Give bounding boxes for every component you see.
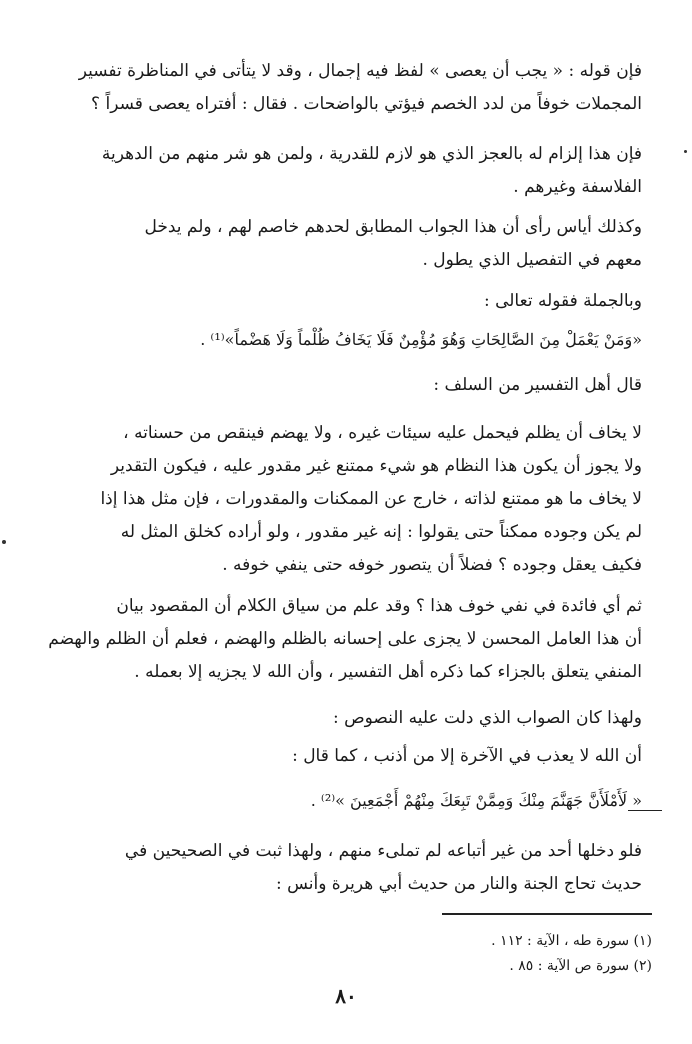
- quran-verse-2: « لَأَمْلَأَنَّ جَهَنَّمَ مِنْكَ وَمِمَّنْ تَبِعَكَ مِنْهُمْ أَجْمَعِينَ »⁽²⁾ .: [310, 791, 642, 810]
- body-line-2: المجملات خوفاً من لدد الخصم فيؤتي بالواضحات . فقال : أفتراه يعصى قسراً ؟: [91, 94, 642, 114]
- body-line-19: أن الله لا يعذب في الآخرة إلا من أذنب ، كما قال :: [292, 746, 642, 766]
- footnote-2: (٢) سورة ص الآية : ٨٥ .: [509, 958, 652, 974]
- margin-mark: [628, 810, 662, 811]
- body-line-5: وكذلك أياس رأى أن هذا الجواب المطابق لحدهم خاصم لهم ، ولم يدخل: [144, 217, 642, 237]
- body-line-14: فكيف يعقل وجوده ؟ فضلاً أن يتصور خوفه حتى ينفي خوفه .: [222, 555, 642, 575]
- margin-dot: [2, 540, 6, 544]
- body-line-18: ولهذا كان الصواب الذي دلت عليه النصوص :: [332, 708, 642, 728]
- body-line-9: قال أهل التفسير من السلف :: [433, 375, 642, 395]
- body-line-7: وبالجملة فقوله تعالى :: [483, 291, 642, 311]
- body-line-16: أن هذا العامل المحسن لا يجزى على إحسانه بالظلم والهضم ، فعلم أن الظلم والهضم: [48, 629, 642, 649]
- body-line-15: ثم أي فائدة في نفي خوف هذا ؟ وقد علم من سياق الكلام أن المقصود بيان: [116, 596, 642, 616]
- margin-dot: [684, 150, 687, 153]
- footnote-1: (١) سورة طه ، الآية : ١١٢ .: [491, 933, 652, 949]
- body-line-6: معهم في التفصيل الذي يطول .: [422, 250, 642, 270]
- page-number: ٨٠: [335, 984, 357, 1008]
- body-line-11: ولا يجوز أن يكون هذا النظام هو شيء ممتنع غير مقدور عليه ، فيكون التقدير: [110, 456, 642, 476]
- quran-verse-1: «وَمَنْ يَعْمَلْ مِنَ الصَّالِحَاتِ وَهُوَ مُؤْمِنٌ فَلَا يَخَافُ ظُلْماً وَلَا هَضْماً»⁽¹⁾ .: [200, 330, 642, 349]
- body-line-12: لا يخاف ما هو ممتنع لذاته ، خارج عن الممكنات والمقدورات ، فإن مثل هذا إذا: [100, 489, 642, 509]
- body-line-22: حديث تحاج الجنة والنار من حديث أبي هريرة وأنس :: [275, 874, 642, 894]
- body-line-3: فإن هذا إلزام له بالعجز الذي هو لازم للقدرية ، ولمن هو شر منهم من الدهرية: [101, 144, 642, 164]
- body-line-13: لم يكن وجوده ممكناً حتى يقولوا : إنه غير مقدور ، ولو أراده كخلق المثل له: [120, 522, 642, 542]
- body-line-4: الفلاسفة وغيرهم .: [513, 177, 642, 197]
- footnote-divider: [442, 913, 652, 915]
- body-line-17: المنفي يتعلق بالجزاء كما ذكره أهل التفسير ، وأن الله لا يجزيه إلا بعمله .: [134, 662, 642, 682]
- body-line-1: فإن قوله : « يجب أن يعصى » لفظ فيه إجمال ، وقد لا يتأتى في المناظرة تفسير: [78, 61, 642, 81]
- body-line-10: لا يخاف أن يظلم فيحمل عليه سيئات غيره ، ولا يهضم فينقص من حسناته ،: [123, 423, 642, 443]
- body-line-21: فلو دخلها أحد من غير أتباعه لم تملىء منهم ، ولهذا ثبت في الصحيحين في: [124, 841, 642, 861]
